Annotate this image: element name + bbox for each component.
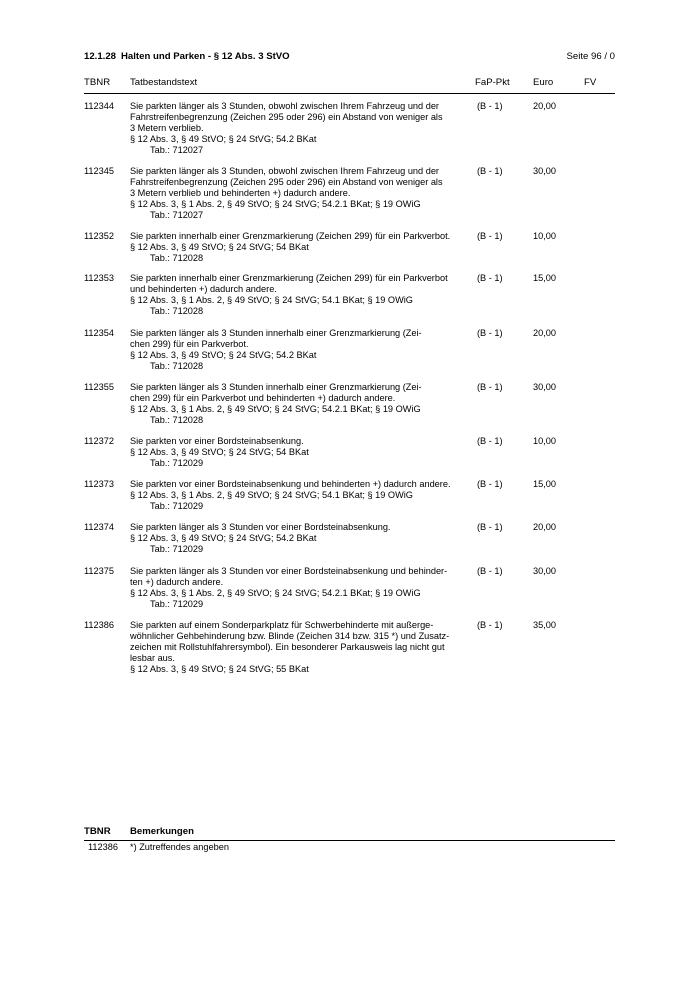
row-tbnr: 112353	[84, 273, 114, 283]
row-tbnr: 112344	[84, 101, 114, 111]
offense-text-line: § 12 Abs. 3, § 1 Abs. 2, § 49 StVO; § 24 StVG; 54.1 BKat; § 19 OWiG	[130, 295, 413, 305]
row-euro-amount: 10,00	[533, 231, 556, 241]
offense-text-line: chen 299) für ein Parkverbot.	[130, 339, 249, 349]
offense-text-line: Fahrstreifenbegrenzung (Zeichen 295 oder 296) ein Abstand von weniger als	[130, 112, 443, 122]
offense-text-line: und behinderten +) dadurch andere.	[130, 284, 277, 294]
col-header-euro: Euro	[533, 77, 554, 88]
offense-text-line: § 12 Abs. 3, § 49 StVO; § 24 StVG; 54 BKat	[130, 242, 309, 252]
row-tbnr: 112352	[84, 231, 114, 241]
remarks-note: *) Zutreffendes angeben	[130, 842, 229, 852]
offense-text-line: Sie parkten länger als 3 Stunden vor einer Bordsteinabsenkung.	[130, 522, 391, 532]
row-euro-amount: 30,00	[533, 166, 556, 176]
offense-text-line: wöhnlicher Gehbehinderung bzw. Blinde (Zeichen 314 bzw. 315 *) und Zusatz-	[130, 631, 450, 641]
offense-text-line: § 12 Abs. 3, § 49 StVO; § 24 StVG; 55 BKat	[130, 664, 309, 674]
offense-text-line: Sie parkten länger als 3 Stunden, obwohl zwischen Ihrem Fahrzeug und der	[130, 166, 439, 176]
row-tbnr: 112375	[84, 566, 114, 576]
row-offense-text	[130, 382, 465, 426]
row-tab-reference: Tab.: 712029	[150, 599, 204, 609]
row-tbnr: 112374	[84, 522, 114, 532]
row-euro-amount: 35,00	[533, 620, 556, 630]
remarks-tbnr: 112386	[88, 842, 118, 852]
offense-text-line: § 12 Abs. 3, § 49 StVO; § 24 StVG; 54.2 BKat	[130, 533, 317, 543]
row-tbnr: 112386	[84, 620, 114, 630]
row-tbnr: 112373	[84, 479, 114, 489]
row-fap-points: (B - 1)	[477, 566, 503, 576]
row-tab-reference: Tab.: 712028	[150, 415, 204, 425]
row-fap-points: (B - 1)	[477, 101, 503, 111]
row-offense-text	[130, 479, 465, 512]
row-offense-text	[130, 566, 465, 610]
offense-text-line: § 12 Abs. 3, § 49 StVO; § 24 StVG; 54.2 BKat	[130, 350, 317, 360]
offense-text-line: § 12 Abs. 3, § 49 StVO; § 24 StVG; 54.2 BKat	[130, 134, 317, 144]
row-tab-reference: Tab.: 712029	[150, 458, 204, 468]
row-euro-amount: 15,00	[533, 273, 556, 283]
offense-text-line: Sie parkten vor einer Bordsteinabsenkung.	[130, 436, 304, 446]
row-euro-amount: 15,00	[533, 479, 556, 489]
offense-text-line: § 12 Abs. 3, § 1 Abs. 2, § 49 StVO; § 24 StVG; 54.2.1 BKat; § 19 OWiG	[130, 199, 421, 209]
offense-text-line: zeichen mit Rollstuhlfahrersymbol). Ein besonderer Parkausweis lag nicht gut	[130, 642, 445, 652]
row-fap-points: (B - 1)	[477, 382, 503, 392]
row-euro-amount: 20,00	[533, 522, 556, 532]
col-header-text: Tatbestandstext	[130, 77, 198, 88]
offense-text-line: § 12 Abs. 3, § 1 Abs. 2, § 49 StVO; § 24 StVG; 54.1 BKat; § 19 OWiG	[130, 490, 413, 500]
offense-text-line: Sie parkten länger als 3 Stunden innerhalb einer Grenzmarkierung (Zei-	[130, 328, 422, 338]
offense-text-line: Sie parkten innerhalb einer Grenzmarkierung (Zeichen 299) für ein Parkverbot	[130, 273, 448, 283]
offense-text-line: chen 299) für ein Parkverbot und behinderten +) dadurch andere.	[130, 393, 396, 403]
row-tbnr: 112345	[84, 166, 114, 176]
row-fap-points: (B - 1)	[477, 620, 503, 630]
remarks-col-text: Bemerkungen	[130, 826, 194, 837]
row-tab-reference: Tab.: 712029	[150, 501, 204, 511]
offense-text-line: ten +) dadurch andere.	[130, 577, 224, 587]
row-offense-text	[130, 436, 465, 469]
offense-text-line: Sie parkten länger als 3 Stunden innerhalb einer Grenzmarkierung (Zei-	[130, 382, 422, 392]
row-tab-reference: Tab.: 712028	[150, 361, 204, 371]
offense-text-line: § 12 Abs. 3, § 49 StVO; § 24 StVG; 54 BKat	[130, 447, 309, 457]
offense-text-line: Sie parkten innerhalb einer Grenzmarkierung (Zeichen 299) für ein Parkverbot.	[130, 231, 451, 241]
offense-text-line: Sie parkten länger als 3 Stunden vor einer Bordsteinabsenkung und behinder-	[130, 566, 448, 576]
col-header-fap: FaP-Pkt	[475, 77, 510, 88]
table-header	[84, 77, 615, 94]
offense-text-line: lesbar aus.	[130, 653, 175, 663]
section-number: 12.1.28	[84, 51, 117, 62]
row-fap-points: (B - 1)	[477, 166, 503, 176]
row-euro-amount: 10,00	[533, 436, 556, 446]
row-tab-reference: Tab.: 712029	[150, 544, 204, 554]
row-tab-reference: Tab.: 712028	[150, 306, 204, 316]
offense-text-line: Sie parkten vor einer Bordsteinabsenkung und behinderten +) dadurch andere.	[130, 479, 451, 489]
page-header	[84, 51, 615, 65]
offense-text-line: Sie parkten auf einem Sonderparkplatz für Schwerbehinderte mit außerge-	[130, 620, 434, 630]
row-tab-reference: Tab.: 712027	[150, 145, 204, 155]
offense-text-line: § 12 Abs. 3, § 1 Abs. 2, § 49 StVO; § 24 StVG; 54.2.1 BKat; § 19 OWiG	[130, 588, 421, 598]
row-euro-amount: 20,00	[533, 101, 556, 111]
row-fap-points: (B - 1)	[477, 328, 503, 338]
section-title: Halten und Parken - § 12 Abs. 3 StVO	[121, 51, 290, 62]
row-euro-amount: 20,00	[533, 328, 556, 338]
offense-text-line: § 12 Abs. 3, § 1 Abs. 2, § 49 StVO; § 24 StVG; 54.2.1 BKat; § 19 OWiG	[130, 404, 421, 414]
row-euro-amount: 30,00	[533, 382, 556, 392]
row-fap-points: (B - 1)	[477, 479, 503, 489]
row-fap-points: (B - 1)	[477, 273, 503, 283]
row-tbnr: 112355	[84, 382, 114, 392]
row-euro-amount: 30,00	[533, 566, 556, 576]
row-offense-text	[130, 273, 465, 317]
row-fap-points: (B - 1)	[477, 436, 503, 446]
row-offense-text	[130, 101, 465, 156]
offense-text-line: 3 Metern verblieb.	[130, 123, 204, 133]
offense-text-line: Sie parkten länger als 3 Stunden, obwohl zwischen Ihrem Fahrzeug und der	[130, 101, 439, 111]
row-offense-text	[130, 231, 465, 264]
row-tab-reference: Tab.: 712027	[150, 210, 204, 220]
row-tbnr: 112372	[84, 436, 114, 446]
row-offense-text	[130, 620, 465, 675]
row-offense-text	[130, 328, 465, 372]
row-offense-text	[130, 166, 465, 221]
row-offense-text	[130, 522, 465, 555]
remarks-header	[84, 826, 615, 841]
row-tbnr: 112354	[84, 328, 114, 338]
page-number: Seite 96 / 0	[566, 51, 615, 62]
col-header-tbnr: TBNR	[84, 77, 111, 88]
offense-text-line: 3 Metern verblieb und behinderten +) dadurch andere.	[130, 188, 351, 198]
row-fap-points: (B - 1)	[477, 231, 503, 241]
offense-text-line: Fahrstreifenbegrenzung (Zeichen 295 oder 296) ein Abstand von weniger als	[130, 177, 443, 187]
col-header-fv: FV	[584, 77, 597, 88]
row-tab-reference: Tab.: 712028	[150, 253, 204, 263]
remarks-col-tbnr: TBNR	[84, 826, 111, 837]
row-fap-points: (B - 1)	[477, 522, 503, 532]
